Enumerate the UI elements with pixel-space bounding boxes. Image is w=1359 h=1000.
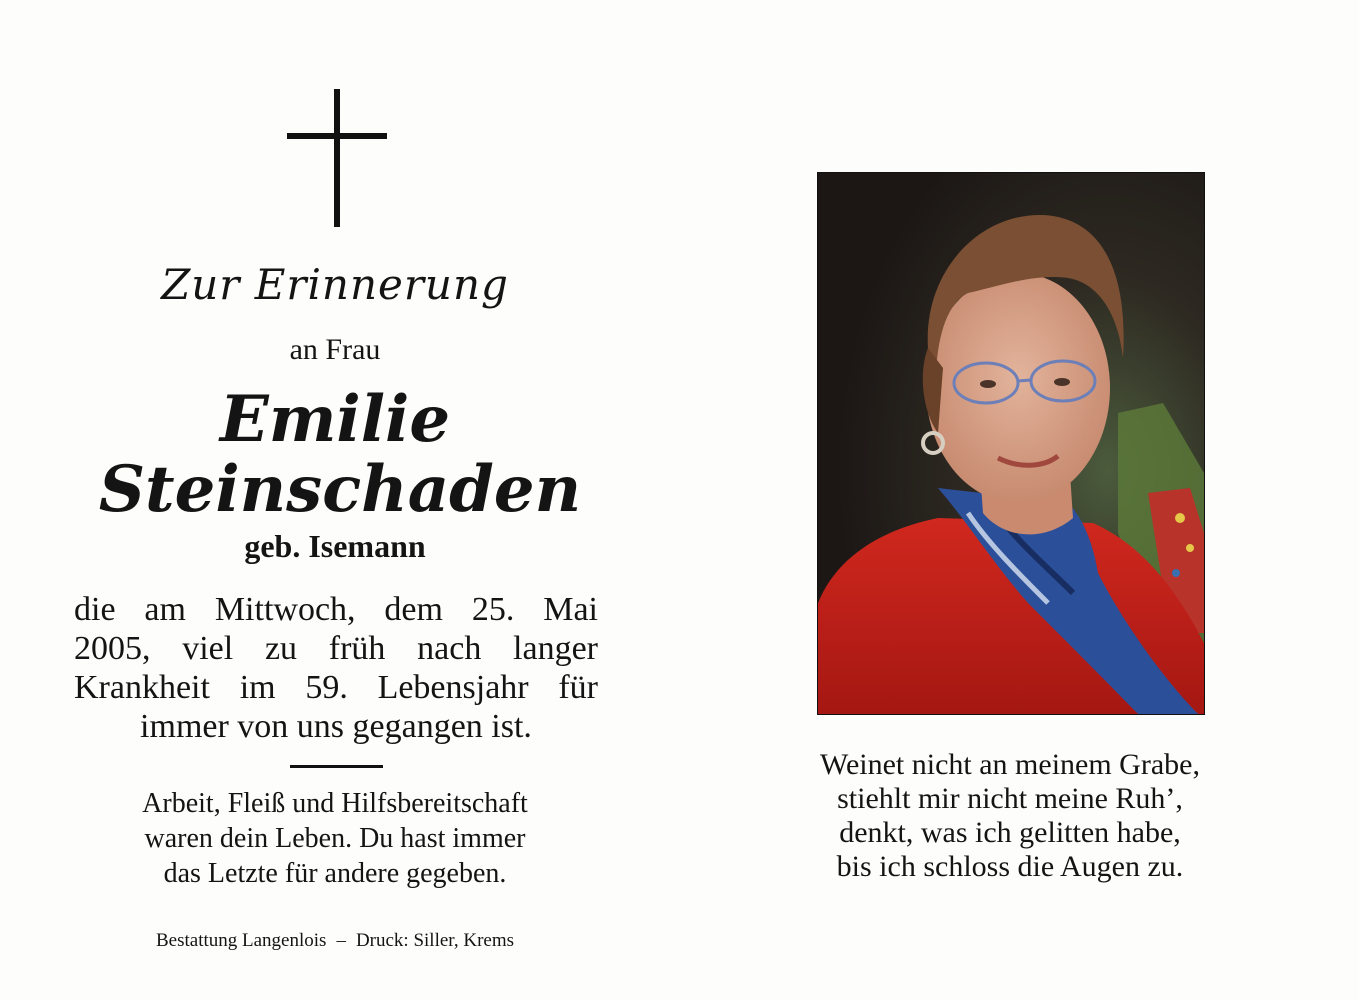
undertaker: Bestattung Langenlois	[155, 930, 327, 951]
poem-line: stiehlt mir nicht meine Ruh’,	[837, 782, 1183, 815]
poem-line: bis ich schloss die Augen zu.	[836, 850, 1184, 883]
birth-name: geb. Isemann	[244, 528, 426, 564]
footer-separator: –	[336, 930, 346, 951]
tribute-line: waren dein Leben. Du hast immer	[144, 823, 526, 854]
salutation: an Frau	[289, 333, 381, 366]
last-name: Steinschaden	[98, 452, 582, 527]
death-notice-line: 2005, viel zu früh nach langer	[74, 630, 598, 667]
heading: Zur Erinnerung	[161, 260, 509, 309]
portrait-photo	[817, 172, 1205, 715]
poem-line: Weinet nicht an meinem Grabe,	[820, 748, 1200, 781]
tribute-line: Arbeit, Fleiß und Hilfsbereitschaft	[142, 788, 528, 819]
death-notice-line: die am Mittwoch, dem 25. Mai	[74, 591, 598, 628]
first-name: Emilie	[219, 382, 451, 457]
death-notice-line: Krankheit im 59. Lebensjahr für	[74, 669, 598, 706]
tribute	[80, 786, 590, 891]
footer	[100, 930, 570, 952]
poem-line: denkt, was ich gelitten habe,	[839, 816, 1181, 849]
poem	[760, 748, 1260, 884]
printer: Druck: Siller, Krems	[355, 930, 515, 951]
divider	[290, 765, 383, 768]
tribute-line: das Letzte für andere gegeben.	[163, 858, 507, 889]
cross-icon	[287, 89, 387, 227]
death-notice-line: immer von uns gegangen ist.	[140, 708, 532, 745]
death-notice	[74, 590, 598, 746]
